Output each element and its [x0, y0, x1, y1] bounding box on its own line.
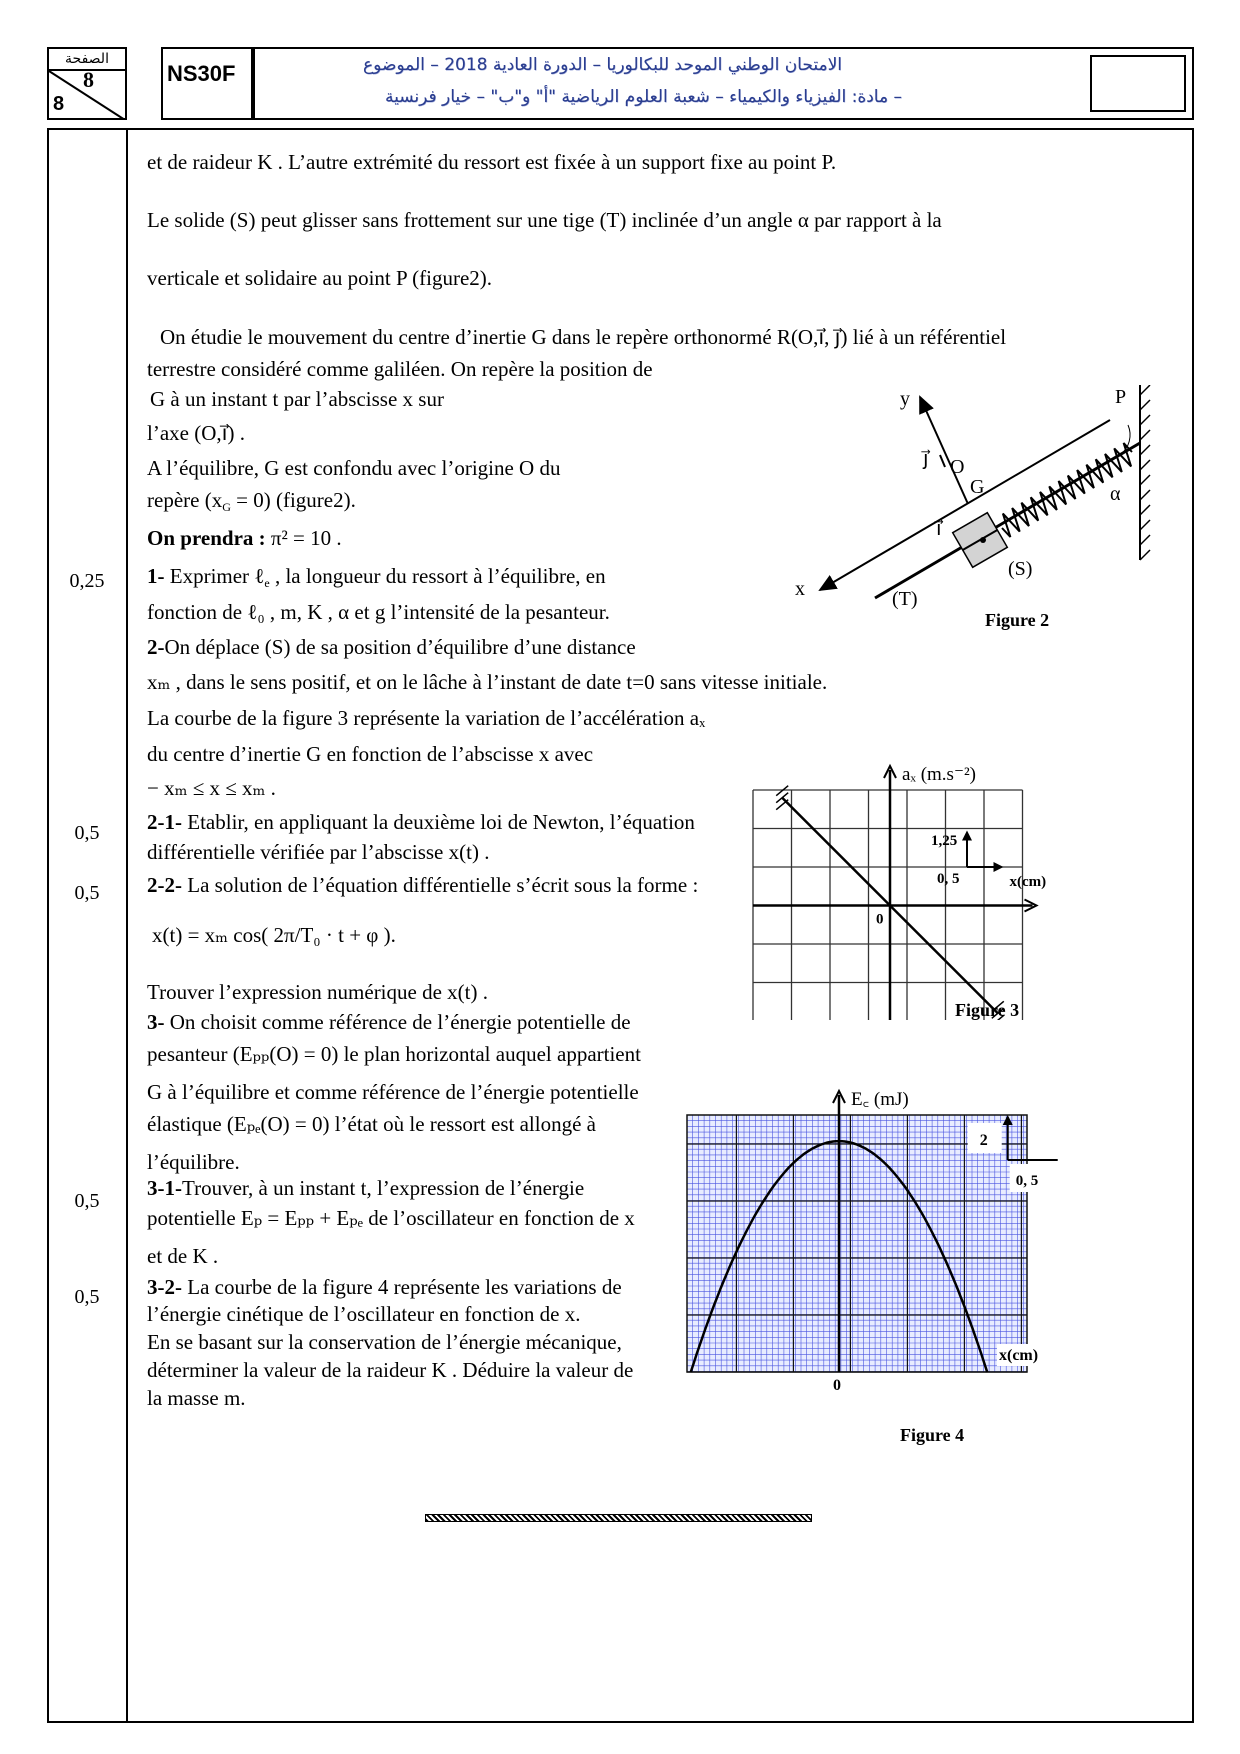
paragraph: potentielle Eₚ = Eₚₚ + Eₚₑ de l’oscillateur en fonction de x: [147, 1206, 635, 1230]
score-q2-2: 0,5: [74, 882, 100, 904]
text: On déplace (S) de sa position d’équilibre d’une distance: [164, 635, 636, 659]
blank-box: [1090, 55, 1186, 112]
label-y: y: [900, 388, 910, 410]
text: On prendra :: [147, 526, 266, 550]
paragraph: et de K .: [147, 1244, 219, 1268]
page-label: الصفحة: [49, 49, 125, 71]
page-number-box: [47, 47, 127, 120]
question-3: [147, 1010, 631, 1035]
end-separator: [425, 1514, 812, 1522]
y-axis-label: aₓ (m.s⁻²): [902, 764, 976, 785]
exam-code-box: [161, 47, 253, 120]
question-3-1: [147, 1176, 584, 1201]
text: On choisit comme référence de l’énergie potentielle de: [164, 1010, 631, 1034]
paragraph: [147, 526, 342, 551]
question-3-2: [147, 1275, 622, 1300]
scale-label-y: 1,25: [931, 833, 958, 849]
paragraph: verticale et solidaire au point P (figure2).: [147, 266, 493, 290]
scale-label-x: 0, 5: [1015, 1173, 1039, 1189]
paragraph: et de raideur K . L’autre extrémité du ressort est fixée à un support fixe au point P.: [147, 150, 837, 174]
paragraph: La courbe de la figure 3 représente la variation de l’accélération aₓ: [147, 706, 706, 730]
exam-title-line2: – مادة: الفيزياء والكيمياء – شعبة العلوم الرياضية "أ" و"ب" – خيار فرنسية: [384, 87, 902, 107]
paragraph: différentielle vérifiée par l’abscisse x(t) .: [147, 840, 490, 864]
center-G: [980, 537, 986, 543]
label-G: G: [970, 476, 985, 498]
paragraph: fonction de ℓ₀ , m, K , α et g l’intensité de la pesanteur.: [147, 600, 610, 624]
label-T: (T): [892, 588, 918, 610]
label-x: x: [795, 578, 805, 600]
paragraph: l’énergie cinétique de l’oscillateur en fonction de x.: [147, 1302, 581, 1326]
scale-arrow-y-head: [962, 831, 972, 841]
label-i: i⃗: [936, 518, 942, 540]
subscript: e: [264, 576, 270, 590]
paragraph: l’équilibre.: [147, 1150, 240, 1174]
question-number: 2-2-: [147, 873, 182, 897]
paragraph: l’axe (O,i⃗) .: [147, 421, 245, 445]
origin-label: 0: [833, 1377, 841, 1394]
text: Trouver, à un instant t, l’expression de l’énergie: [182, 1176, 585, 1200]
label-alpha: α: [1110, 483, 1121, 505]
paragraph: G à l’équilibre et comme référence de l’énergie potentielle: [147, 1080, 639, 1104]
score-q1: 0,25: [69, 570, 105, 592]
paragraph: xₘ , dans le sens positif, et on le lâche à l’instant de date t=0 sans vitesse initiale.: [147, 670, 828, 694]
question-number: 2-1-: [147, 810, 182, 834]
score-column: [47, 128, 127, 1723]
question-number: 3-1-: [147, 1176, 182, 1200]
figure-4-caption: Figure 4: [900, 1425, 965, 1445]
paragraph: − xₘ ≤ x ≤ xₘ .: [147, 776, 276, 800]
subscript: G: [222, 500, 231, 514]
question-number: 3-2-: [147, 1275, 182, 1299]
figure-3-chart: [740, 730, 1070, 1020]
scale-label-y: 2: [979, 1132, 988, 1149]
question-number: 3-: [147, 1010, 165, 1034]
label-j: j⃗: [923, 448, 929, 470]
figure-2: [780, 385, 1180, 625]
text: Exprimer ℓ: [164, 564, 265, 588]
origin-label: 0: [876, 911, 884, 928]
figure-2-caption: Figure 2: [985, 610, 1050, 630]
exam-code: NS30F: [167, 61, 236, 86]
question-2-2: [147, 873, 698, 898]
text: La solution de l’équation différentielle s’écrit sous la forme :: [182, 873, 699, 897]
figure-3-caption: Figure 3: [955, 1000, 1020, 1020]
figure-4-chart: [680, 1075, 1080, 1420]
score-q2-1: 0,5: [74, 822, 100, 844]
paragraph: Le solide (S) peut glisser sans frottement sur une tige (T) inclinée d’un angle α par rapport à la: [147, 208, 942, 232]
question-2: [147, 635, 636, 660]
paragraph: pesanteur (Eₚₚ(O) = 0) le plan horizontal auquel appartient: [147, 1042, 641, 1066]
exam-title-line1: الامتحان الوطني الموحد للبكالوريا – الدورة العادية 2018 – الموضوع: [363, 55, 842, 75]
text: , la longueur du ressort à l’équilibre, en: [269, 564, 606, 588]
paragraph: la masse m.: [147, 1386, 246, 1410]
label-S: (S): [1008, 558, 1033, 580]
paragraph: [147, 488, 356, 515]
wall-hatch: [1140, 385, 1150, 560]
label-P: P: [1115, 386, 1127, 408]
text: La courbe de la figure 4 représente les variations de: [182, 1275, 622, 1299]
scale-arrow-x-head: [994, 862, 1004, 872]
question-number: 2-: [147, 635, 165, 659]
paragraph: du centre d’inertie G en fonction de l’abscisse x avec: [147, 742, 594, 766]
label-O: O: [950, 456, 965, 478]
score-q3-1: 0,5: [74, 1190, 100, 1212]
paragraph: A l’équilibre, G est confondu avec l’origine O du: [147, 456, 561, 480]
text: = 0) (figure2).: [230, 488, 356, 512]
score-q3-2: 0,5: [74, 1286, 100, 1308]
paragraph: Trouver l’expression numérique de x(t) .: [147, 980, 488, 1004]
paragraph: En se basant sur la conservation de l’énergie mécanique,: [147, 1330, 622, 1354]
paragraph: élastique (Eₚₑ(O) = 0) l’état où le ressort est allongé à: [147, 1112, 596, 1136]
page-number: 8: [83, 67, 94, 92]
question-1: [147, 564, 606, 591]
text: π² = 10 .: [265, 526, 342, 550]
page-total: 8: [53, 93, 65, 115]
question-2-1: [147, 810, 695, 835]
x-axis: [820, 420, 1110, 590]
paragraph: déterminer la valeur de la raideur K . Déduire la valeur de: [147, 1358, 634, 1382]
x-axis-label: x(cm): [999, 1347, 1039, 1364]
exam-title-box: [253, 47, 1194, 120]
scale-label-x: 0, 5: [937, 871, 960, 887]
paragraph: On étudie le mouvement du centre d’inertie G dans le repère orthonormé R(O,i⃗, j⃗) lié à un référentiel: [160, 325, 1007, 349]
text: repère (x: [147, 488, 223, 512]
x-axis-label: x(cm): [1009, 874, 1047, 890]
y-axis-label: E꜀ (mJ): [851, 1089, 909, 1110]
paragraph: G à un instant t par l’abscisse x sur: [150, 387, 444, 411]
paragraph: terrestre considéré comme galiléen. On repère la position de: [147, 357, 653, 381]
j-vector: [940, 455, 945, 467]
text: Etablir, en appliquant la deuxième loi de Newton, l’équation: [182, 810, 695, 834]
equation-x-t: x(t) = xₘ cos( 2π/T₀ · t + φ ).: [152, 923, 396, 947]
question-number: 1-: [147, 564, 165, 588]
